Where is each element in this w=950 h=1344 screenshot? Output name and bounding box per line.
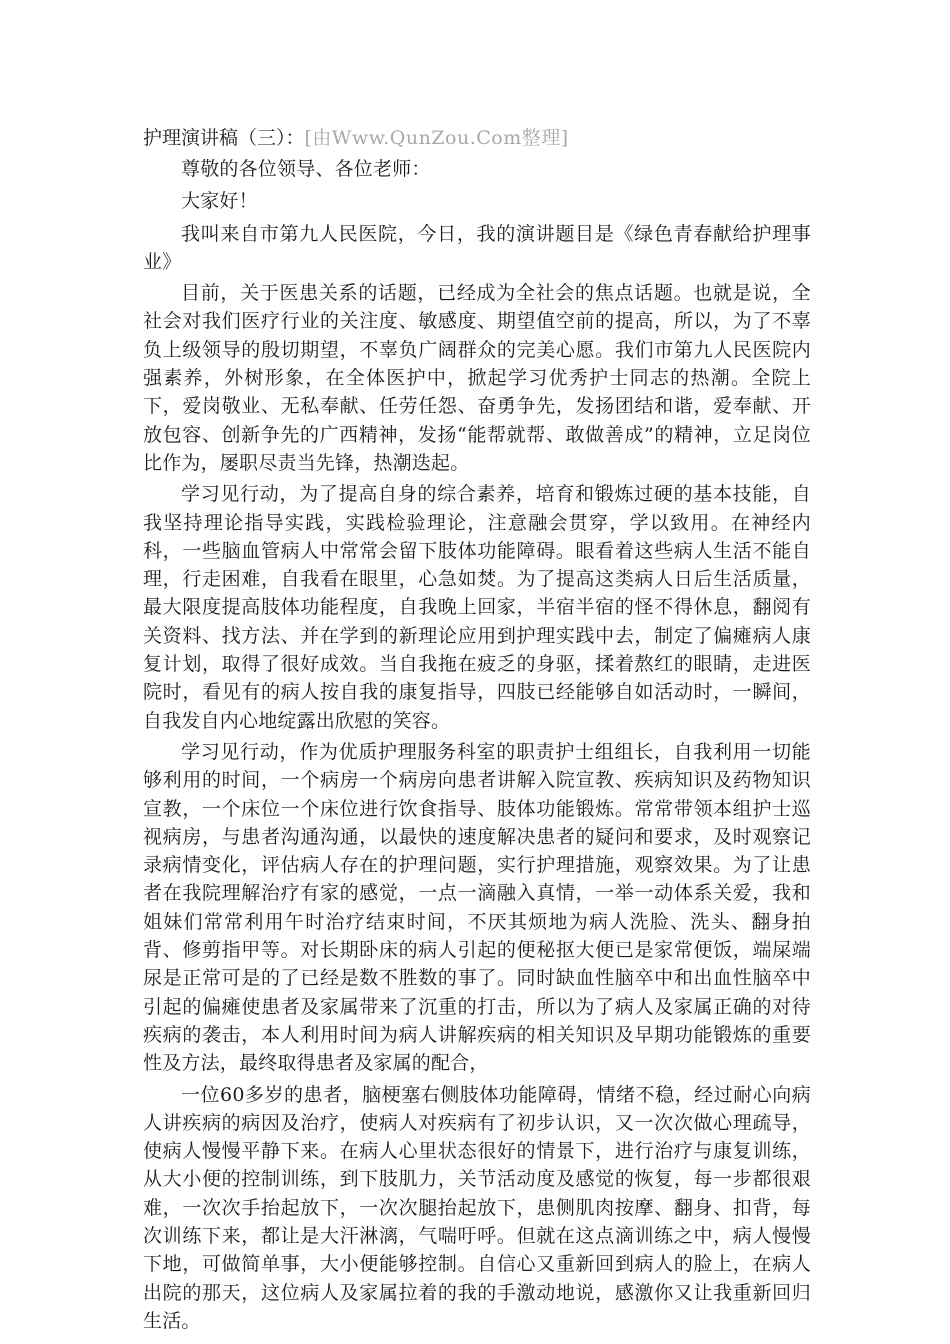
document-title: 护理演讲稿（三）： — [143, 127, 305, 149]
body-paragraph-4: 一位60多岁的患者，脑梗塞右侧肢体功能障碍，情绪不稳，经过耐心向病人讲疾病的病因及治疗，使病人对疾病有了初步认识，又一次次做心理疏导，使病人慢慢平静下来。在病人心里状态很好的情景下，进行治疗与康复训练，从大小便的控制训练，到下肢肌力，关节活动度及感觉的恢复，每一步都很艰难，一次次手抬起放下，一次次腿抬起放下，患侧肌肉按摩、翻身、扣背，每次训练下来，都让是大汗淋漓，气喘吁呼。但就在这点滴训练之中，病人慢慢下地，可做简单事，大小便能够控制。自信心又重新回到病人的脸上，在病人出院的那天，这位病人及家属拉着的我的手激动地说，感激你又让我重新回归生活。 — [143, 1083, 811, 1332]
intro-paragraph: 我叫来自市第九人民医院，今日，我的演讲题目是《绿色青春献给护理事业》 — [143, 222, 811, 273]
body-paragraph-2: 学习见行动，为了提高自身的综合素养，培育和锻炼过硬的基本技能，自我坚持理论指导实践，实践检验理论，注意融会贯穿，学以致用。在神经内科，一些脑血管病人中常常会留下肢体功能障碍。眼看着这些病人生活不能自理，行走困难，自我看在眼里，心急如焚。为了提高这类病人日后生活质量，最大限度提高肢体功能程度，自我晚上回家，半宿半宿的怪不得休息，翻阅有关资料、找方法、并在学到的新理论应用到护理实践中去，制定了偏瘫病人康复计划，取得了很好成效。当自我拖在疲乏的身驱，揉着熬红的眼睛，走进医院时，看见有的病人按自我的康复指导，四肢已经能够自如活动时，一瞬间，自我发自内心地绽露出欣慰的笑容。 — [143, 483, 811, 732]
salutation-paragraph: 尊敬的各位领导、各位老师： — [181, 158, 431, 180]
body-paragraph-1: 目前，关于医患关系的话题，已经成为全社会的焦点话题。也就是说，全社会对我们医疗行业的关注度、敏感度、期望值空前的提高，所以，为了不辜负上级领导的殷切期望，不辜负广阔群众的完美心愿。我们市第九人民医院内强素养，外树形象，在全体医护中，掀起学习优秀护士同志的热潮。全院上下，爱岗敬业、无私奉献、任劳任怨、奋勇争先，发扬团结和谐，爱奉献、开放包容、创新争先的广西精神，发扬“能帮就帮、敢做善成”的精神，立足岗位比作为，屡职尽责当先锋，热潮迭起。 — [143, 282, 811, 474]
document-page — [143, 124, 811, 1338]
source-note: [由Www.QunZou.Com整理] — [304, 127, 569, 149]
body-paragraph-3: 学习见行动，作为优质护理服务科室的职责护士组组长，自我利用一切能够利用的时间，一个病房一个病房向患者讲解入院宣教、疾病知识及药物知识宣教，一个床位一个床位进行饮食指导、肢体功能锻炼。常常带领本组护士巡视病房，与患者沟通沟通，以最快的速度解决患者的疑问和要求，及时观察记录病情变化，评估病人存在的护理问题，实行护理措施，观察效果。为了让患者在我院理解治疗有家的感觉，一点一滴融入真情，一举一动体系关爱，我和姐妹们常常利用午时治疗结束时间，不厌其烦地为病人洗脸、洗头、翻身拍背、修剪指甲等。对长期卧床的病人引起的便秘抠大便已是家常便饭，端屎端尿是正常可是的了已经是数不胜数的事了。同时缺血性脑卒中和出血性脑卒中引起的偏瘫使患者及家属带来了沉重的打击，所以为了病人及家属正确的对待疾病的袭击，本人利用时间为病人讲解疾病的相关知识及早期功能锻炼的重要性及方法，最终取得患者及家属的配合， — [143, 740, 811, 1075]
greeting-paragraph: 大家好！ — [181, 190, 258, 213]
document-title-line — [143, 124, 811, 152]
